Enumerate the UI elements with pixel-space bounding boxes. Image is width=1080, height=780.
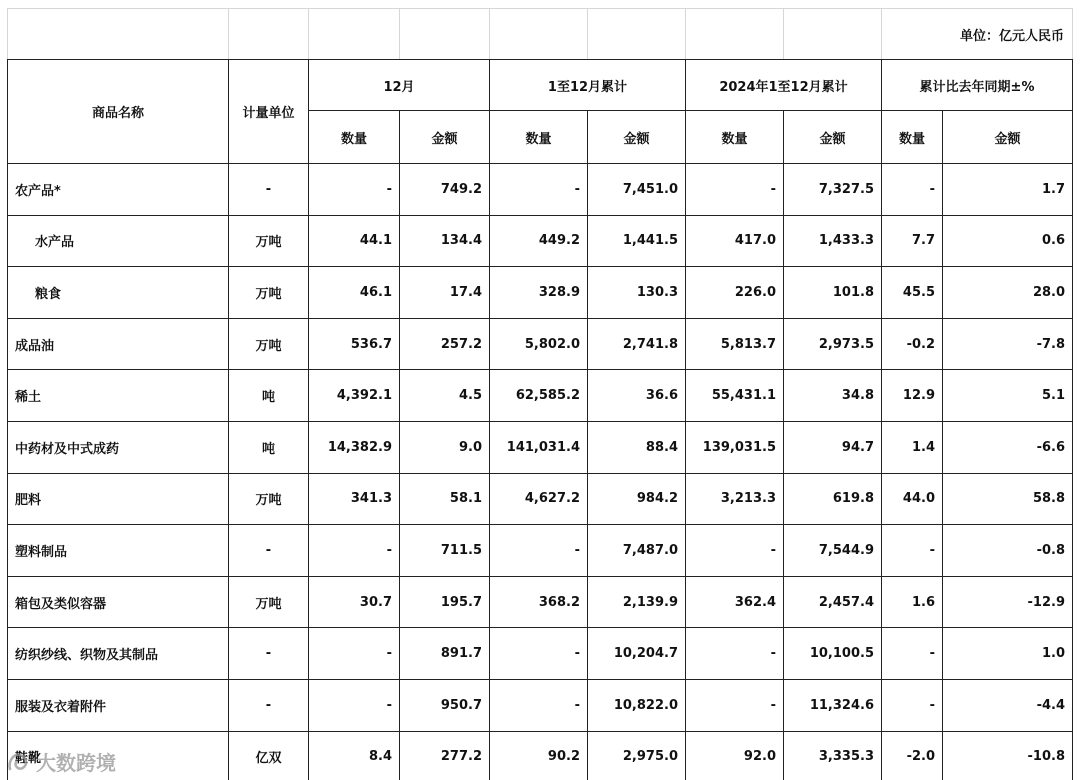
cell-value: 328.9 [490,267,588,319]
cell-value: 10,822.0 [588,679,686,731]
cell-value: 2,457.4 [784,576,882,628]
unit-note-row [8,9,1073,60]
cell-value: -6.6 [943,421,1073,473]
table-row [8,421,1073,473]
cell-value: 2,973.5 [784,318,882,370]
row-product-name: 服装及衣着附件 [8,679,229,731]
cell-value: 36.6 [588,370,686,422]
table-row [8,473,1073,525]
cell-value: - [882,164,943,216]
cell-value: 891.7 [400,628,490,680]
cell-value: - [490,164,588,216]
cell-value: -7.8 [943,318,1073,370]
cell-value: 30.7 [309,576,400,628]
row-product-name: 中药材及中式成药 [8,421,229,473]
cell-value: 11,324.6 [784,679,882,731]
row-product-name: 箱包及类似容器 [8,576,229,628]
cell-value: - [882,628,943,680]
cell-value: 536.7 [309,318,400,370]
cell-value: 449.2 [490,215,588,267]
header-group-2024-jan-dec-cumulative: 2024年1至12月累计 [686,60,882,111]
table-row [8,525,1073,577]
table-row [8,628,1073,680]
table-row [8,267,1073,319]
cell-value: 101.8 [784,267,882,319]
cell-value: 0.6 [943,215,1073,267]
cell-value: 4,392.1 [309,370,400,422]
cell-value: 12.9 [882,370,943,422]
cell-value: - [686,525,784,577]
cell-value: 34.8 [784,370,882,422]
header-sub-amount: 金额 [400,111,490,164]
cell-value: 277.2 [400,731,490,780]
cell-value: 5,802.0 [490,318,588,370]
cell-value: 2,975.0 [588,731,686,780]
cell-value: 44.0 [882,473,943,525]
cell-value: 1.7 [943,164,1073,216]
row-measure-unit: - [229,164,309,216]
cell-value: 257.2 [400,318,490,370]
cell-value: 417.0 [686,215,784,267]
header-sub-quantity: 数量 [490,111,588,164]
cell-value: -0.8 [943,525,1073,577]
header-group-jan-dec-cumulative: 1至12月累计 [490,60,686,111]
cell-value: -10.8 [943,731,1073,780]
cell-value: - [309,164,400,216]
row-product-name: 水产品 [8,215,229,267]
cell-value: 7,544.9 [784,525,882,577]
export-table [7,8,1073,780]
row-measure-unit: 万吨 [229,318,309,370]
cell-value: - [490,679,588,731]
cell-value: 5,813.7 [686,318,784,370]
cell-value: - [882,525,943,577]
cell-value: - [882,679,943,731]
row-product-name: 粮食 [8,267,229,319]
table-row [8,731,1073,780]
cell-value: 7.7 [882,215,943,267]
cell-value: 1.6 [882,576,943,628]
cell-value: 619.8 [784,473,882,525]
row-product-name: 塑料制品 [8,525,229,577]
row-measure-unit: - [229,525,309,577]
cell-value: 28.0 [943,267,1073,319]
header-sub-amount: 金额 [588,111,686,164]
table-row [8,679,1073,731]
cell-value: 1,441.5 [588,215,686,267]
row-measure-unit: 吨 [229,370,309,422]
header-sub-quantity: 数量 [686,111,784,164]
cell-value: - [686,628,784,680]
row-product-name: 纺织纱线、织物及其制品 [8,628,229,680]
header-group-yoy-change: 累计比去年同期±% [882,60,1073,111]
row-measure-unit: - [229,628,309,680]
cell-value: - [686,679,784,731]
row-measure-unit: 吨 [229,421,309,473]
cell-value: 130.3 [588,267,686,319]
cell-value: 749.2 [400,164,490,216]
cell-value: 141,031.4 [490,421,588,473]
cell-value: 8.4 [309,731,400,780]
cell-value: 62,585.2 [490,370,588,422]
cell-value: 46.1 [309,267,400,319]
row-product-name: 成品油 [8,318,229,370]
cell-value: - [309,679,400,731]
table-row [8,370,1073,422]
table-row [8,215,1073,267]
header-measure-unit: 计量单位 [229,60,309,164]
cell-value: 10,204.7 [588,628,686,680]
header-sub-quantity: 数量 [882,111,943,164]
row-measure-unit: 亿双 [229,731,309,780]
cell-value: 195.7 [400,576,490,628]
cell-value: 368.2 [490,576,588,628]
header-group-december: 12月 [309,60,490,111]
cell-value: 1,433.3 [784,215,882,267]
cell-value: - [490,628,588,680]
cell-value: 5.1 [943,370,1073,422]
cell-value: 4.5 [400,370,490,422]
cell-value: 1.0 [943,628,1073,680]
header-sub-quantity: 数量 [309,111,400,164]
cell-value: 4,627.2 [490,473,588,525]
cell-value: 3,213.3 [686,473,784,525]
cell-value: 3,335.3 [784,731,882,780]
row-product-name: 鞋靴 [8,731,229,780]
cell-value: 94.7 [784,421,882,473]
cell-value: 58.8 [943,473,1073,525]
cell-value: 10,100.5 [784,628,882,680]
cell-value: - [309,525,400,577]
cell-value: 341.3 [309,473,400,525]
cell-value: -2.0 [882,731,943,780]
row-measure-unit: 万吨 [229,215,309,267]
cell-value: 7,451.0 [588,164,686,216]
cell-value: 226.0 [686,267,784,319]
cell-value: 17.4 [400,267,490,319]
cell-value: - [686,164,784,216]
cell-value: -0.2 [882,318,943,370]
cell-value: 134.4 [400,215,490,267]
cell-value: 2,741.8 [588,318,686,370]
cell-value: 7,487.0 [588,525,686,577]
row-measure-unit: 万吨 [229,267,309,319]
unit-note: 单位：亿元人民币 [882,9,1073,60]
cell-value: 984.2 [588,473,686,525]
row-product-name: 肥料 [8,473,229,525]
row-product-name: 稀土 [8,370,229,422]
cell-value: 1.4 [882,421,943,473]
cell-value: 14,382.9 [309,421,400,473]
cell-value: 45.5 [882,267,943,319]
cell-value: 88.4 [588,421,686,473]
cell-value: 950.7 [400,679,490,731]
row-measure-unit: - [229,679,309,731]
row-product-name: 农产品* [8,164,229,216]
row-measure-unit: 万吨 [229,576,309,628]
cell-value: 90.2 [490,731,588,780]
header-product-name: 商品名称 [8,60,229,164]
cell-value: 362.4 [686,576,784,628]
cell-value: - [490,525,588,577]
cell-value: 55,431.1 [686,370,784,422]
cell-value: 44.1 [309,215,400,267]
header-row-groups [8,60,1073,111]
cell-value: -12.9 [943,576,1073,628]
table-row [8,576,1073,628]
cell-value: 2,139.9 [588,576,686,628]
cell-value: 58.1 [400,473,490,525]
cell-value: 9.0 [400,421,490,473]
cell-value: -4.4 [943,679,1073,731]
table-row [8,318,1073,370]
row-measure-unit: 万吨 [229,473,309,525]
cell-value: 711.5 [400,525,490,577]
cell-value: 92.0 [686,731,784,780]
header-sub-amount: 金额 [943,111,1073,164]
watermark-text: 大数跨境 [36,750,116,775]
cell-value: - [309,628,400,680]
cell-value: 7,327.5 [784,164,882,216]
header-sub-amount: 金额 [784,111,882,164]
cell-value: 139,031.5 [686,421,784,473]
table-row [8,164,1073,216]
